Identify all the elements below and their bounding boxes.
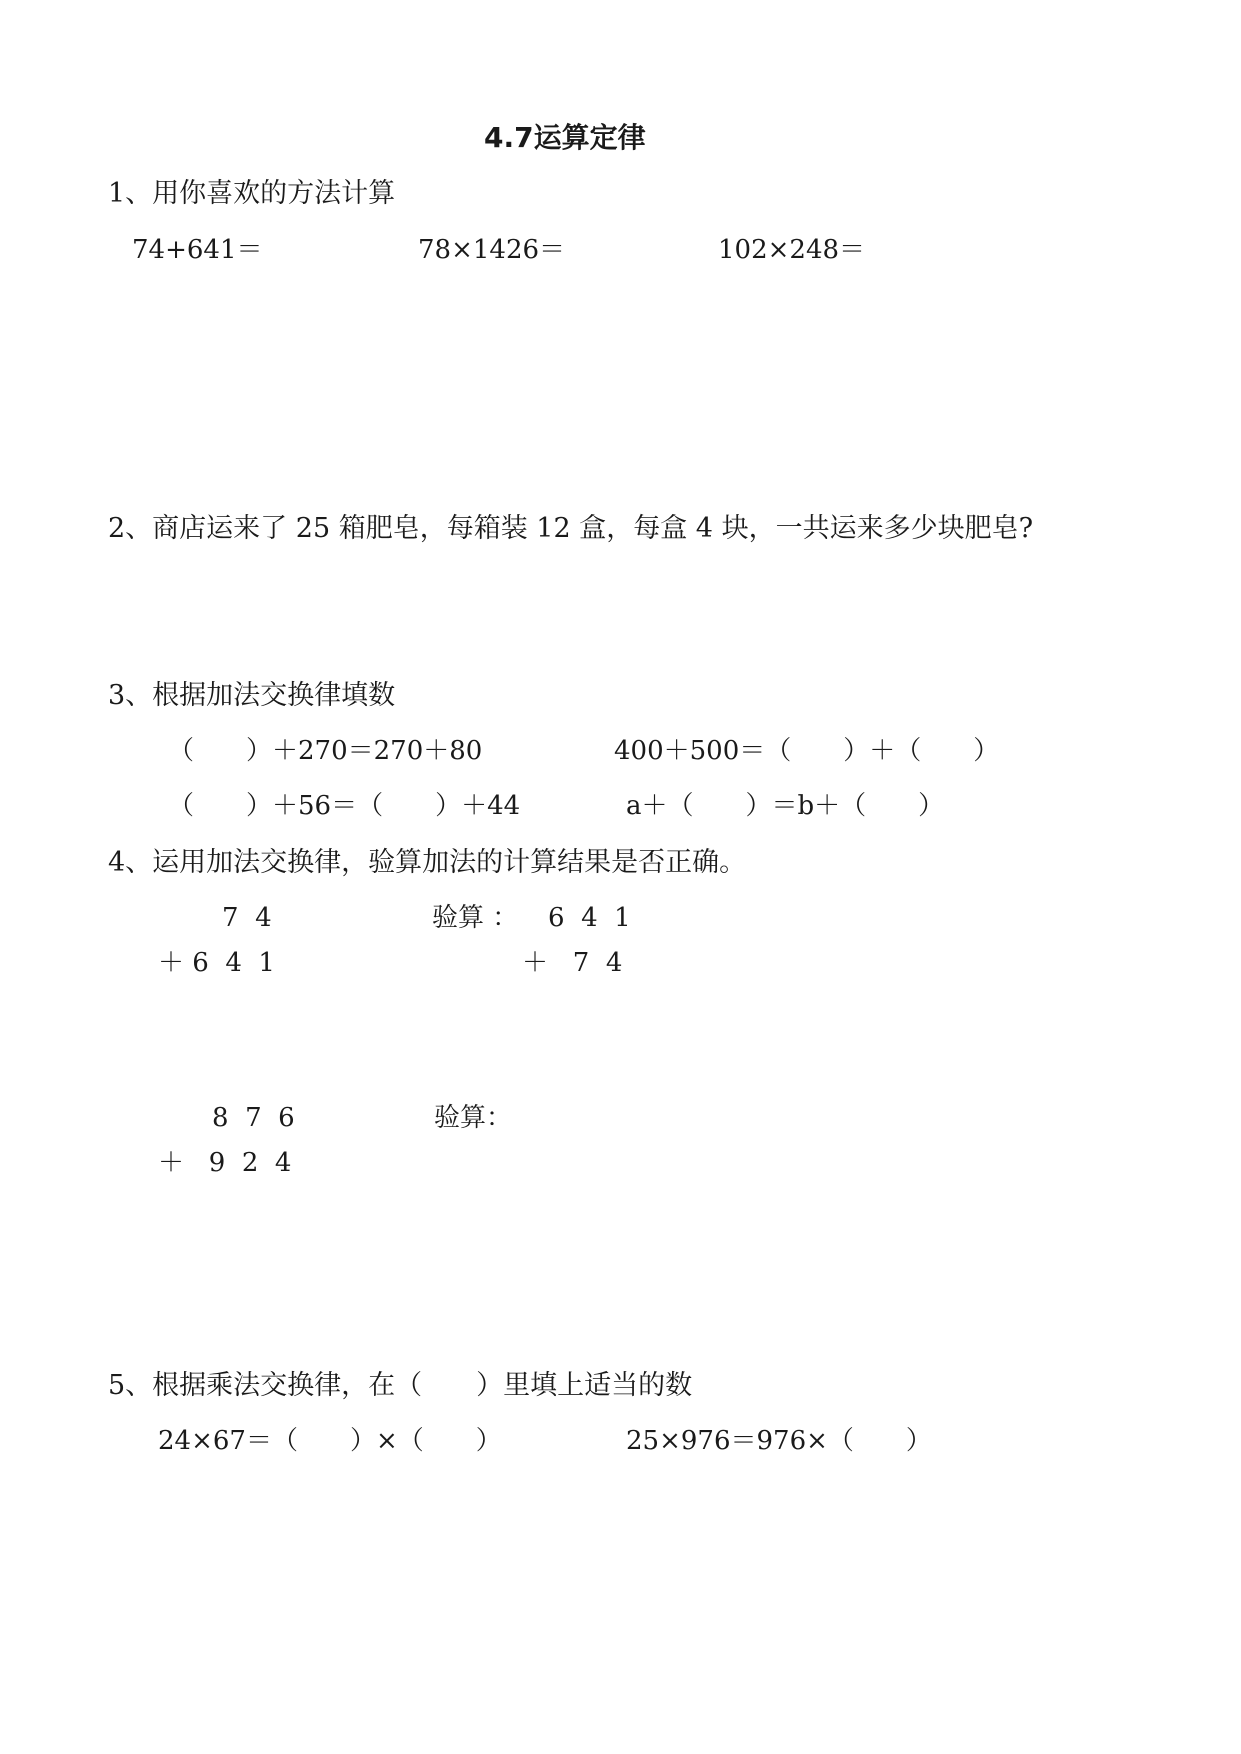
question-1-item-2: 78×1426＝ (418, 235, 566, 265)
question-4-prompt: 4、运用加法交换律，验算加法的计算结果是否正确。 (108, 847, 747, 878)
q4-problem-2-check-label: 验算： (434, 1103, 513, 1133)
question-1-prompt: 1、用你喜欢的方法计算 (108, 178, 396, 209)
question-5-item-1: 24×67＝（ ）×（ ） (158, 1426, 502, 1456)
question-1-item-3: 102×248＝ (718, 235, 866, 265)
question-3-item-1: （ ）＋270＝270＋80 (168, 736, 483, 766)
q4-problem-2-top: 8 7 6 (212, 1103, 295, 1133)
question-3-item-2: 400＋500＝（ ）＋（ ） (614, 736, 1000, 766)
q4-problem-2-bottom: ＋ 9 2 4 (158, 1148, 292, 1178)
q4-problem-1-check-label: 验算 ： (432, 903, 519, 933)
q4-problem-1-check-top: 6 4 1 (548, 903, 631, 933)
question-2-prompt: 2、商店运来了 25 箱肥皂，每箱装 12 盒，每盒 4 块，一共运来多少块肥皂? (108, 513, 1034, 544)
question-3-item-3: （ ）＋56＝（ ）＋44 (168, 791, 521, 821)
question-3-item-4: a＋（ ）＝b＋（ ） (626, 791, 945, 821)
question-1-item-1: 74+641＝ (132, 235, 263, 265)
question-5-item-2: 25×976＝976×（ ） (626, 1426, 932, 1456)
question-5-prompt: 5、根据乘法交换律，在（ ）里填上适当的数 (108, 1370, 693, 1401)
page-title: 4.7运算定律 (484, 121, 646, 154)
question-3-prompt: 3、根据加法交换律填数 (108, 680, 396, 711)
q4-problem-1-bottom: ＋ 6 4 1 (158, 948, 275, 978)
q4-problem-1-top: 7 4 (222, 903, 272, 933)
q4-problem-1-check-bottom: ＋ 7 4 (522, 948, 623, 978)
